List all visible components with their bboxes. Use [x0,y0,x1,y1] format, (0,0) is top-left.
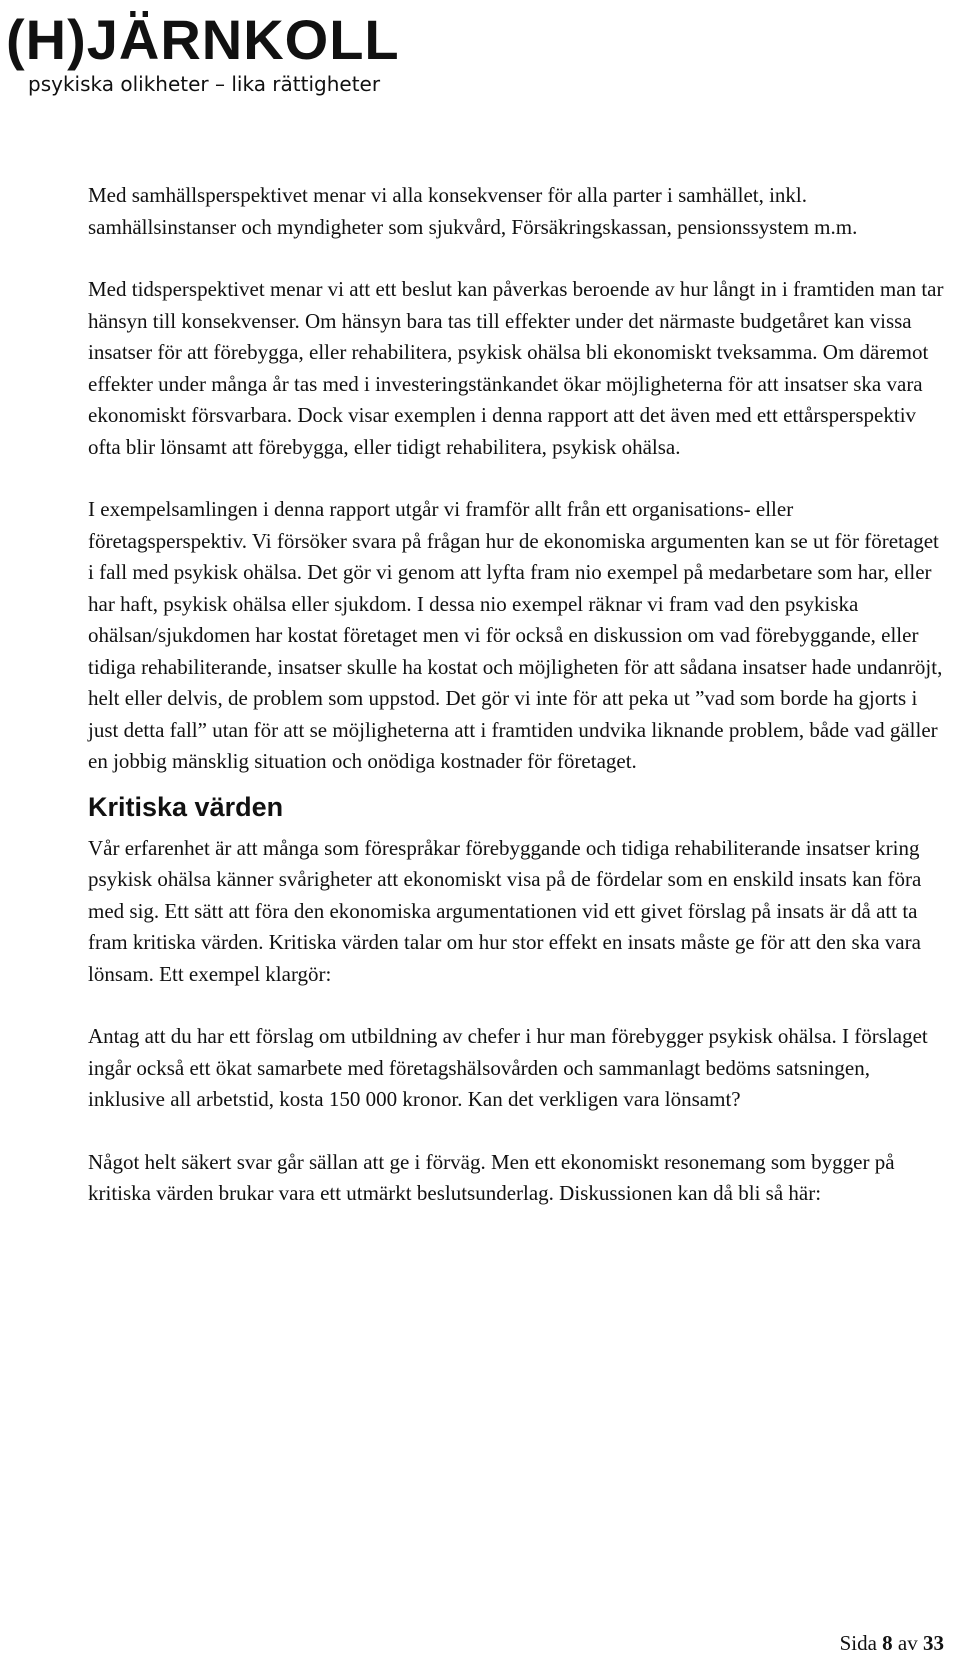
document-body [88,180,948,1241]
logo [6,10,426,96]
page-number [840,1629,944,1657]
current-page: 8 [882,1631,893,1655]
section-heading: Kritiska värden [88,791,284,822]
paragraph-critical-values: Vår erfarenhet är att många som förespråkar förebyggande och tidiga rehabiliterande insatser kring psykisk ohälsa känner svårigheter att ekonomiskt visa på de fördelar som en enskild insats kan föra med sig. Ett sätt att föra den ekonomiska argumentationen vid ett givet förslag på insats är då att ta fram kritiska värden. Kritiska värden talar om hur stor effekt en insats måste ge för att den ska vara lönsam. Ett exempel klargör: [88,835,922,986]
total-pages: 33 [923,1631,944,1655]
paragraph-discussion: Något helt säkert svar går sällan att ge i förväg. Men ett ekonomiskt resonemang som bygger på kritiska värden brukar vara ett utmärkt beslutsunderlag. Diskussionen kan då bli så här: [88,1149,895,1205]
paragraph-example-collection: I exempelsamlingen i denna rapport utgår vi framför allt från ett organisations- eller företagsperspektiv. Vi försöker svara på frågan hur de ekonomiska argumenten kan se ut för företaget i fall med psykisk ohälsa. Det gör vi genom att lyfta fram nio exempel på medarbetare som har, eller har haft, psykisk ohälsa eller sjukdom. I dessa nio exempel räknar vi fram vad den psykiska ohälsan/sjukdomen har kostat företaget men vi för också en diskussion om vad förebyggande, eller tidiga rehabiliterande, insatser skulle ha kostat och möjligheten för att sådana insatser hade undanröjt, helt eller delvis, de problem som uppstod. Det gör vi inte för att peka ut ”vad som borde ha gjorts i just detta fall” utan för att se möjligheterna att i framtiden undvika liknande problem, både vad gäller en jobbig mänsklig situation och onödiga kostnader för företaget. [88,497,943,773]
paragraph-example-proposal: Antag att du har ett förslag om utbildning av chefer i hur man förebygger psykisk ohälsa. I förslaget ingår också ett ökat samarbete med företagshälsovården och sammanlagt bedöms satsningen, inklusive all arbetstid, kosta 150 000 kronor. Kan det verkligen vara lönsamt? [88,1024,928,1111]
logo-tagline: psykiska olikheter – lika rättigheter [28,72,381,96]
paragraph-society-perspective: Med samhällsperspektivet menar vi alla konsekvenser för alla parter i samhället, inkl. samhällsinstanser och myndigheter som sjukvård, Försäkringskassan, pensionssystem m.m. [88,183,858,239]
logo-title: (H)JÄRNKOLL [6,8,400,71]
page-separator: av [897,1631,918,1655]
paragraph-time-perspective: Med tidsperspektivet menar vi att ett beslut kan påverkas beroende av hur långt in i framtiden man tar hänsyn till konsekvenser. Om hänsyn bara tas till effekter under det närmaste budgetåret kan vissa insatser för att förebygga, eller rehabilitera, psykisk ohälsa bli ekonomiskt tveksamma. Om däremot effekter under många år tas med i investeringstänkandet ökar möjligheterna för att insatser ska vara ekonomiskt försvarbara. Dock visar exemplen i denna rapport att det även med ett ettårsperspektiv ofta blir lönsamt att förebygga, eller tidigt rehabilitera, psykisk ohälsa. [88,277,944,459]
page-prefix: Sida [839,1631,877,1655]
